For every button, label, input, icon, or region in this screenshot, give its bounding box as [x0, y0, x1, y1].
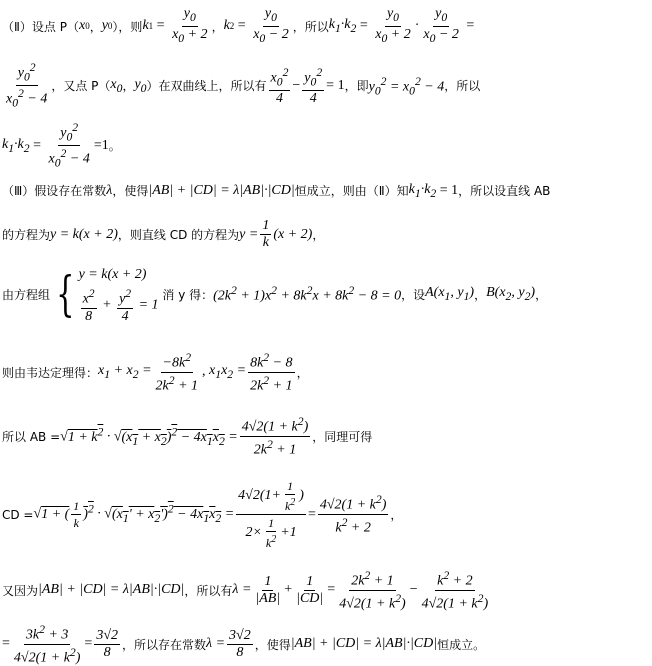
line-hyperbola-condition: $\frac{y_0^2}{x_0^2 - 4}$ ，又点 P（ $x_0$ ， $y_0$ ）在双曲线上，所以有 $\frac{x_0^2}{4}$ − $\frac{y_0^2}{4}$ = 1 ，即 $y_0^2 = x_0^2 - 4$ ，所以 [6, 61, 481, 110]
line-part-iii-assumption: （Ⅲ）假设存在常数 λ ，使得 |AB| + |CD| = λ|AB|·|CD| 恒成立，则由（Ⅱ）知 $k_1\cdot k_2$ = 1 ，所以设直线 AB [2, 182, 551, 200]
line-conclusion: = $\frac{3k^2 + 3}{4√2(1 + k^2)}$ = $\frac{3√2}{8}$ ，所以存在常数 λ = $\frac{3√2}{8}$ ，使得 |AB| + |CD| = λ|AB|·|CD| 恒成立。 [2, 623, 486, 666]
line-vieta: 则由韦达定理得： $x_1 + x_2$ = $\frac{-8k^2}{2k^2 + 1}$ , $x_1x_2$ = $\frac{8k^2 - 8}{2k^2 + 1}$ ， [2, 351, 309, 394]
line-system-of-equations: 由方程组 { y = k(x + 2) $\frac{x^2}{8}$ + $\frac{y^2}{4}$ = 1 消 y 得： $(2k^2 + 1)x^2 + 8k^2x + 8k^2 - 8 = 0$ ，设 $A(x_1$, $y_1$) ， $B(x_2$, $y_2$) ， [2, 266, 548, 324]
left-brace-icon: { [56, 266, 75, 323]
line-lambda-expression: 又因为 |AB| + |CD| = λ|AB|·|CD| ，所以有 λ = $\frac{1}{|AB|}$ + $\frac{1}{|CD|}$ = $\frac{2k^2 + 1}{4√2(1 + k^2)}$ − $\frac{k^2 + 2}{4√2(1 + k^2)}$ [2, 569, 489, 612]
line-line-equations: 的方程为 y = k(x + 2) ，则直线 CD 的方程为 y = $\frac{1}{k}$ (x + 2) ， [2, 218, 325, 250]
line-part-ii-slopes: （Ⅱ）设点 P（ x 0 ， y 0 ），则 k 1 = $\frac{y_0}{x_0 + 2}$ ， k 2 = $\frac{y_0}{x_0 - 2}$ ，所以 $k_1\cdot k_2$ = $\frac{y_0}{x_0 + 2}$ · $\frac{y_0}{x_0 - 2}$ = [2, 6, 475, 45]
line-product-equals-one: $k_1\cdot k_2$ = $\frac{y_0^2}{x_0^2 - 4}$ =1 。 [2, 121, 121, 170]
line-ab-length: 所以 AB = $√1 + k^2 \cdot √(x_1 + x_2)^2 - 4x_1x_2$ = $\frac{4√2(1 + k^2)}{2k^2 + 1}$ ，同理可得 [2, 415, 373, 458]
line-cd-length: CD = √1 + ( $\frac{1}{k}$ )$^2 \cdot √(x_1' + x_2')^2 - 4x_1x_2$ = 4√2(1+ $\frac{1}{k^2}$ ) 2× $\frac{1}{k^2}$ +1 = $\frac{4√2(1 + k^2)}{k^2 + 2}$ ， [2, 479, 403, 550]
